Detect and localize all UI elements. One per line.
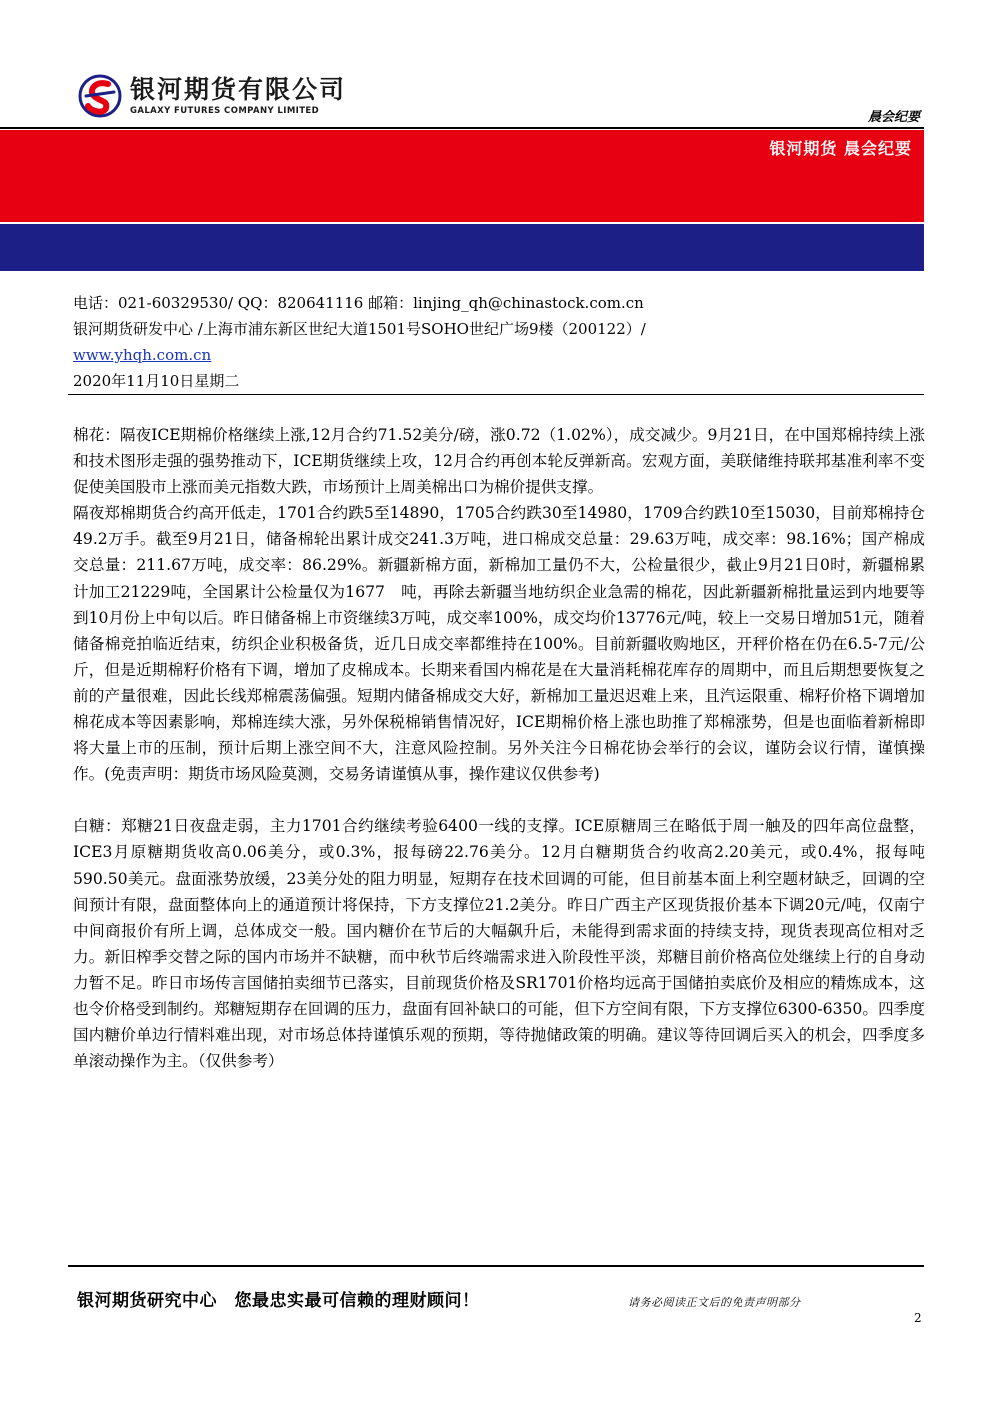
contact-phone-line: 电话：021-60329530/ QQ：820641116 邮箱：linjing_qh@chinastock.com.cn xyxy=(73,294,644,312)
cotton-paragraph-1: 棉花：隔夜ICE期棉价格继续上涨,12月合约71.52美分/磅，涨0.72（1.02%），成交减少。9月21日，在中国郑棉持续上涨和技术图形走强的强势推动下，ICE期货继续上攻，12月合约再创本轮反弹新高。宏观方面，美联储维持联邦基准利率不变促使美国股市上涨而美元指数大跌，市场预计上周美棉出口为棉价提供支撑。 xyxy=(73,426,925,497)
footer-slogan: 银河期货研究中心 您最忠实最可信赖的理财顾问！ xyxy=(77,1291,480,1311)
website-link[interactable]: www.yhqh.com.cn xyxy=(73,346,212,364)
footer-divider xyxy=(68,1265,924,1267)
report-type-label: 晨会纪要 xyxy=(867,110,920,125)
report-date: 2020年11月10日星期二 xyxy=(73,372,240,390)
contact-block xyxy=(73,290,923,394)
header-divider xyxy=(0,127,924,129)
banner-title: 银河期货 晨会纪要 xyxy=(769,139,912,158)
company-name-cn: 银河期货有限公司 xyxy=(130,75,347,104)
contact-divider xyxy=(68,394,924,395)
company-name-en: GALAXY FUTURES COMPANY LIMITED xyxy=(130,106,320,116)
sugar-paragraph: 白糖：郑糖21日夜盘走弱，主力1701合约继续考验6400一线的支撑。ICE原糖周三在略低于周一触及的四年高位盘整，ICE3月原糖期货收高0.06美分，或0.3%，报每磅22.76美分。12月白糖期货合约收高2.20美元，或0.4%，报每吨590.50美元。盘面涨势放缓，23美分处的阻力明显，短期存在技术回调的可能，但目前基本面上利空题材缺乏，回调的空间预计有限，盘面整体向上的通道预计将保持，下方支撑位21.2美分。昨日广西主产区现货报价基本下调20元/吨，仅南宁中间商报价有所上调，总体成交一般。国内糖价在节后的大幅飙升后，未能得到需求面的持续支持，现货表现高位相对乏力。新旧榨季交替之际的国内市场并不缺糖，而中秋节后终端需求进入阶段性平淡，郑糖目前价格高位处继续上行的自身动力暂不足。昨日市场传言国储拍卖细节已落实，目前现货价格及SR1701价格均远高于国储拍卖底价及相应的精炼成本，这也令价格受到制约。郑糖短期存在回调的压力，盘面有回补缺口的可能，但下方空间有限，下方支撑位6300-6350。四季度国内糖价单边行情料难出现，对市场总体持谨慎乐观的预期，等待抛储政策的明确。建议等待回调后买入的机会，四季度多单滚动操作为主。（仅供参考） xyxy=(73,817,925,1071)
company-logo xyxy=(78,70,346,122)
report-body xyxy=(73,422,925,1074)
page-number: 2 xyxy=(914,1311,922,1325)
header-banner-navy xyxy=(0,224,924,271)
cotton-paragraph-2: 隔夜郑棉期货合约高开低走，1701合约跌5至14890，1705合约跌30至14980，1709合约跌10至15030，目前郑棉持仓49.2万手。截至9月21日，储备棉轮出累计成交241.3万吨，进口棉成交总量：29.63万吨，成交率：98.16%；国产棉成交总量：211.67万吨，成交率：86.29%。新疆新棉方面，新棉加工量仍不大，公检量很少，截止9月21日0时，新疆棉累计加工21229吨，全国累计公检量仅为1677 吨，再除去新疆当地纺织企业急需的棉花，因此新疆新棉批量运到内地要等到10月份上中旬以后。昨日储备棉上市资继续3万吨，成交率100%，成交均价13776元/吨，较上一交易日增加51元，随着储备棉竞拍临近结束，纺织企业积极备货，近几日成交率都维持在100%。目前新疆收购地区，开秤价格在仍在6.5-7元/公斤，但是近期棉籽价格有下调，增加了皮棉成本。长期来看国内棉花是在大量消耗棉花库存的周期中，而且后期想要恢复之前的产量很难，因此长线郑棉震荡偏强。短期内储备棉成交大好，新棉加工量迟迟难上来，且汽运限重、棉籽价格下调增加棉花成本等因素影响，郑棉连续大涨，另外保税棉销售情况好，ICE期棉价格上涨也助推了郑棉涨势，但是也面临着新棉即将大量上市的压制，预计后期上涨空间不大，注意风险控制。另外关注今日棉花协会举行的会议，谨防会议行情，谨慎操作。(免责声明：期货市场风险莫测，交易务请谨慎从事，操作建议仅供参考) xyxy=(73,504,925,784)
contact-address-line: 银河期货研发中心 /上海市浦东新区世纪大道1501号SOHO世纪广场9楼（200122）/ xyxy=(73,320,646,338)
galaxy-logo-icon xyxy=(78,74,122,118)
footer-disclaimer: 请务必阅读正文后的免责声明部分 xyxy=(628,1296,801,1309)
header-banner-red xyxy=(0,130,924,222)
